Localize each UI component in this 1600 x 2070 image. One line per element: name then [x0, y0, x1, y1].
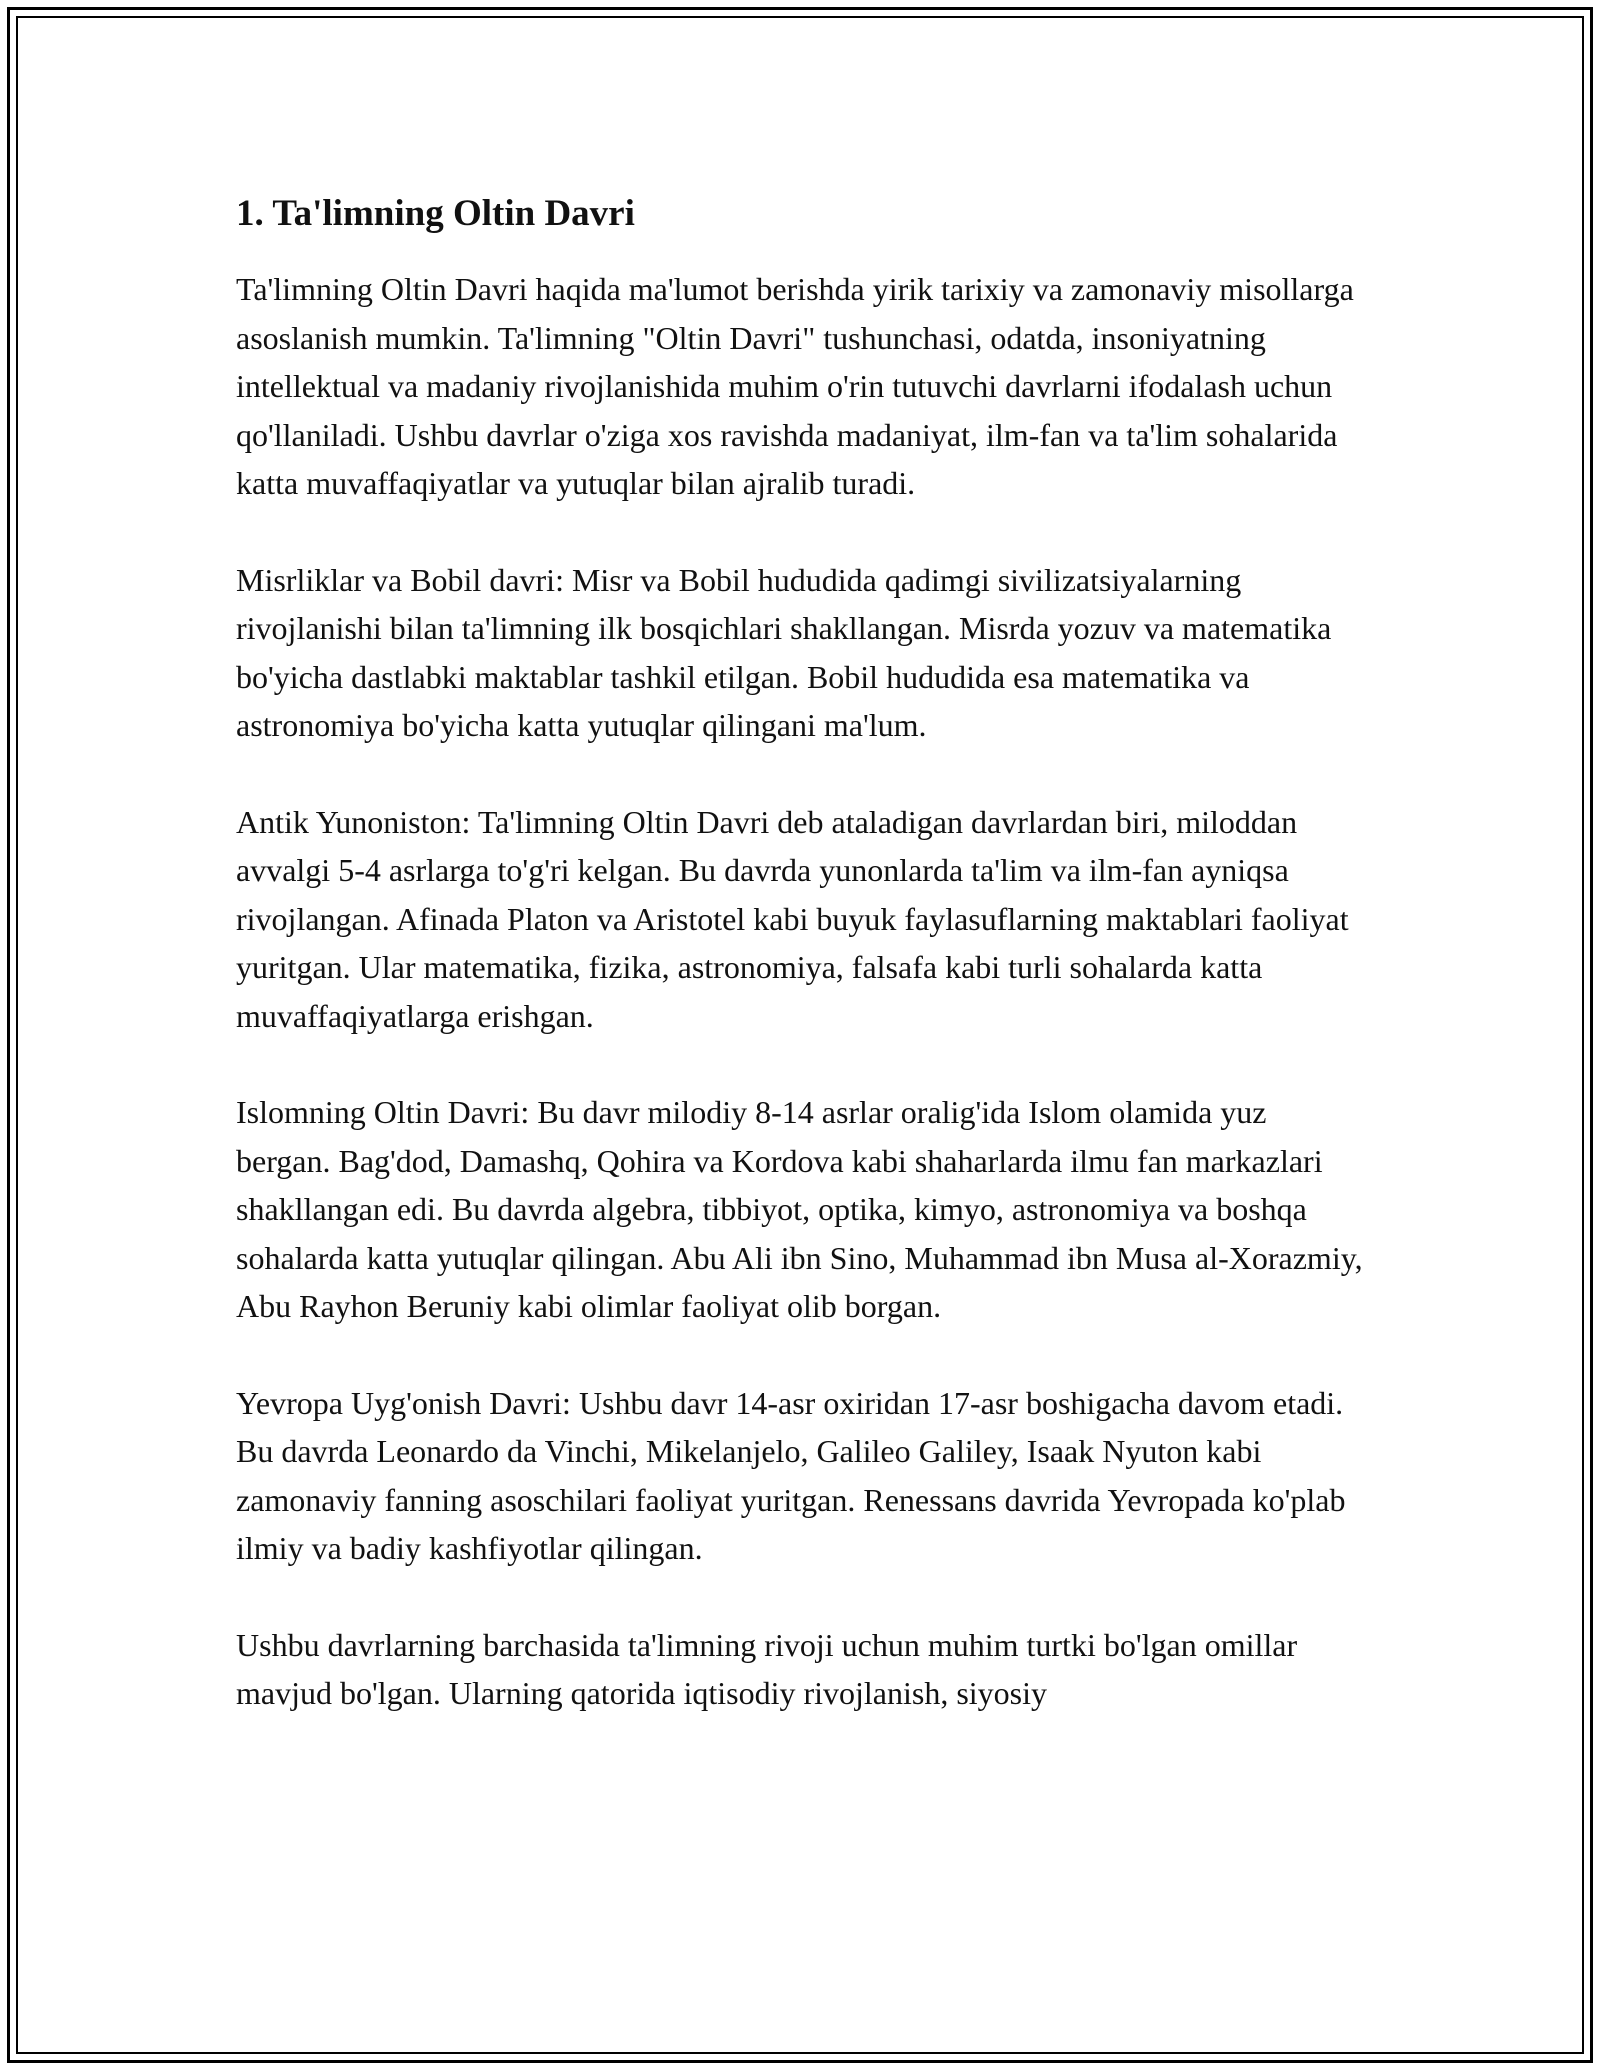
paragraph-egypt-babylon: Misrliklar va Bobil davri: Misr va Bobil hududida qadimgi sivilizatsiyalarning rivojlanishi bilan ta'limning ilk bosqichlari shakllangan. Misrda yozuv va matematika bo'yicha dastlabki maktablar tashkil etilgan. Bobil hududida esa matematika va astronomiya bo'yicha katta yutuqlar qilingani ma'lum.: [236, 561, 1332, 743]
paragraph-intro: Ta'limning Oltin Davri haqida ma'lumot berishda yirik tarixiy va zamonaviy misollarga asoslanish mumkin. Ta'limning "Oltin Davri" tushunchasi, odatda, insoniyatning intellektual va madaniy rivojlanishida muhim o'rin tutuvchi davrlarni ifodalash uchun qo'llaniladi. Ushbu davrlar o'ziga xos ravishda madaniyat, ilm-fan va ta'lim sohalarida katta muvaffaqiyatlar va yutuqlar bilan ajralib turadi.: [236, 271, 1354, 501]
paragraph-conclusion: Ushbu davrlarning barchasida ta'limning rivoji uchun muhim turtki bo'lgan omillar mavjud bo'lgan. Ularning qatorida iqtisodiy rivojlanish, siyosiy: [236, 1626, 1298, 1711]
section-heading: 1. Ta'limning Oltin Davri: [236, 193, 635, 234]
paragraph-ancient-greece: Antik Yunoniston: Ta'limning Oltin Davri deb ataladigan davrlardan biri, miloddan avvalgi 5-4 asrlarga to'g'ri kelgan. Bu davrda yunonlarda ta'lim va ilm-fan ayniqsa rivojlangan. Afinada Platon va Aristotel kabi buyuk faylasuflarning maktablari faoliyat yuritgan. Ular matematika, fizika, astronomiya, falsafa kabi turli sohalarda katta muvaffaqiyatlarga erishgan.: [236, 803, 1349, 1034]
paragraph-renaissance: Yevropa Uyg'onish Davri: Ushbu davr 14-asr oxiridan 17-asr boshigacha davom etadi. Bu davrda Leonardo da Vinchi, Mikelanjelo, Galileo Galiley, Isaak Nyuton kabi zamonaviy fanning asoschilari faoliyat yuritgan. Renessans davrida Yevropada ko'plab ilmiy va badiy kashfiyotlar qilingan.: [236, 1384, 1346, 1566]
document-body: [236, 186, 1366, 1718]
paragraph-islamic-golden-age: Islomning Oltin Davri: Bu davr milodiy 8-14 asrlar oralig'ida Islom olamida yuz bergan. Bag'dod, Damashq, Qohira va Kordova kabi shaharlarda ilmu fan markazlari shakllangan edi. Bu davrda algebra, tibbiyot, optika, kimyo, astronomiya va boshqa sohalarda katta yutuqlar qilingan. Abu Ali ibn Sino, Muhammad ibn Musa al-Xorazmiy, Abu Rayhon Beruniy kabi olimlar faoliyat olib borgan.: [236, 1094, 1363, 1324]
